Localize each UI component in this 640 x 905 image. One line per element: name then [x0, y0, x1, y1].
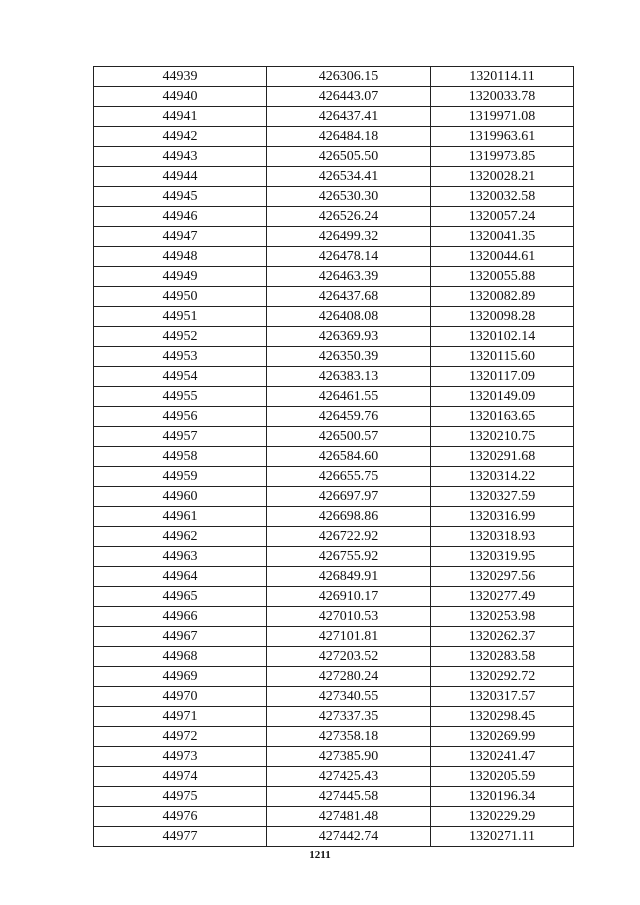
y-coordinate-cell: 1320028.21 — [431, 167, 574, 187]
x-coordinate-cell: 426910.17 — [267, 587, 431, 607]
table-row — [94, 487, 574, 507]
table-row — [94, 787, 574, 807]
point-id-cell: 44950 — [94, 287, 267, 307]
y-coordinate-cell: 1320241.47 — [431, 747, 574, 767]
y-coordinate-cell: 1320057.24 — [431, 207, 574, 227]
y-coordinate-cell: 1320117.09 — [431, 367, 574, 387]
y-coordinate-cell: 1320318.93 — [431, 527, 574, 547]
table-row — [94, 327, 574, 347]
point-id-cell: 44954 — [94, 367, 267, 387]
x-coordinate-cell: 426722.92 — [267, 527, 431, 547]
table-row — [94, 147, 574, 167]
table-row — [94, 607, 574, 627]
y-coordinate-cell: 1320033.78 — [431, 87, 574, 107]
y-coordinate-cell: 1320115.60 — [431, 347, 574, 367]
x-coordinate-cell: 426383.13 — [267, 367, 431, 387]
y-coordinate-cell: 1319971.08 — [431, 107, 574, 127]
y-coordinate-cell: 1320283.58 — [431, 647, 574, 667]
y-coordinate-cell: 1320196.34 — [431, 787, 574, 807]
y-coordinate-cell: 1320316.99 — [431, 507, 574, 527]
y-coordinate-cell: 1320102.14 — [431, 327, 574, 347]
table-row — [94, 627, 574, 647]
x-coordinate-cell: 426526.24 — [267, 207, 431, 227]
point-id-cell: 44964 — [94, 567, 267, 587]
table-row — [94, 647, 574, 667]
x-coordinate-cell: 426534.41 — [267, 167, 431, 187]
x-coordinate-cell: 427445.58 — [267, 787, 431, 807]
y-coordinate-cell: 1320262.37 — [431, 627, 574, 647]
x-coordinate-cell: 427337.35 — [267, 707, 431, 727]
y-coordinate-cell: 1320319.95 — [431, 547, 574, 567]
table-row — [94, 107, 574, 127]
table-row — [94, 367, 574, 387]
coordinate-table-container — [93, 66, 573, 847]
table-row — [94, 347, 574, 367]
y-coordinate-cell: 1320269.99 — [431, 727, 574, 747]
y-coordinate-cell: 1320297.56 — [431, 567, 574, 587]
point-id-cell: 44939 — [94, 67, 267, 87]
table-row — [94, 227, 574, 247]
x-coordinate-cell: 427280.24 — [267, 667, 431, 687]
point-id-cell: 44951 — [94, 307, 267, 327]
point-id-cell: 44946 — [94, 207, 267, 227]
y-coordinate-cell: 1320055.88 — [431, 267, 574, 287]
point-id-cell: 44942 — [94, 127, 267, 147]
y-coordinate-cell: 1320229.29 — [431, 807, 574, 827]
x-coordinate-cell: 426369.93 — [267, 327, 431, 347]
point-id-cell: 44959 — [94, 467, 267, 487]
table-row — [94, 187, 574, 207]
y-coordinate-cell: 1320314.22 — [431, 467, 574, 487]
y-coordinate-cell: 1320210.75 — [431, 427, 574, 447]
point-id-cell: 44960 — [94, 487, 267, 507]
x-coordinate-cell: 426350.39 — [267, 347, 431, 367]
x-coordinate-cell: 426505.50 — [267, 147, 431, 167]
x-coordinate-cell: 426484.18 — [267, 127, 431, 147]
table-row — [94, 427, 574, 447]
point-id-cell: 44967 — [94, 627, 267, 647]
point-id-cell: 44972 — [94, 727, 267, 747]
point-id-cell: 44944 — [94, 167, 267, 187]
x-coordinate-cell: 427203.52 — [267, 647, 431, 667]
x-coordinate-cell: 426500.57 — [267, 427, 431, 447]
point-id-cell: 44940 — [94, 87, 267, 107]
y-coordinate-cell: 1320149.09 — [431, 387, 574, 407]
point-id-cell: 44943 — [94, 147, 267, 167]
x-coordinate-cell: 426849.91 — [267, 567, 431, 587]
y-coordinate-cell: 1320327.59 — [431, 487, 574, 507]
point-id-cell: 44948 — [94, 247, 267, 267]
table-row — [94, 507, 574, 527]
point-id-cell: 44956 — [94, 407, 267, 427]
x-coordinate-cell: 427010.53 — [267, 607, 431, 627]
y-coordinate-cell: 1320298.45 — [431, 707, 574, 727]
x-coordinate-cell: 427340.55 — [267, 687, 431, 707]
table-row — [94, 127, 574, 147]
y-coordinate-cell: 1320291.68 — [431, 447, 574, 467]
table-row — [94, 67, 574, 87]
x-coordinate-cell: 426437.41 — [267, 107, 431, 127]
table-row — [94, 547, 574, 567]
point-id-cell: 44969 — [94, 667, 267, 687]
point-id-cell: 44975 — [94, 787, 267, 807]
x-coordinate-cell: 426499.32 — [267, 227, 431, 247]
table-row — [94, 447, 574, 467]
x-coordinate-cell: 426697.97 — [267, 487, 431, 507]
point-id-cell: 44968 — [94, 647, 267, 667]
y-coordinate-cell: 1320114.11 — [431, 67, 574, 87]
y-coordinate-cell: 1320271.11 — [431, 827, 574, 847]
point-id-cell: 44947 — [94, 227, 267, 247]
table-row — [94, 167, 574, 187]
table-row — [94, 307, 574, 327]
x-coordinate-cell: 426437.68 — [267, 287, 431, 307]
y-coordinate-cell: 1320098.28 — [431, 307, 574, 327]
point-id-cell: 44952 — [94, 327, 267, 347]
table-row — [94, 267, 574, 287]
point-id-cell: 44965 — [94, 587, 267, 607]
x-coordinate-cell: 426459.76 — [267, 407, 431, 427]
point-id-cell: 44961 — [94, 507, 267, 527]
table-row — [94, 767, 574, 787]
y-coordinate-cell: 1320044.61 — [431, 247, 574, 267]
x-coordinate-cell: 427358.18 — [267, 727, 431, 747]
y-coordinate-cell: 1319963.61 — [431, 127, 574, 147]
page-number: 1211 — [309, 849, 331, 861]
y-coordinate-cell: 1320253.98 — [431, 607, 574, 627]
point-id-cell: 44958 — [94, 447, 267, 467]
x-coordinate-cell: 426655.75 — [267, 467, 431, 487]
x-coordinate-cell: 426443.07 — [267, 87, 431, 107]
x-coordinate-cell: 426408.08 — [267, 307, 431, 327]
y-coordinate-cell: 1320317.57 — [431, 687, 574, 707]
table-row — [94, 587, 574, 607]
table-row — [94, 207, 574, 227]
point-id-cell: 44971 — [94, 707, 267, 727]
x-coordinate-cell: 427425.43 — [267, 767, 431, 787]
x-coordinate-cell: 426478.14 — [267, 247, 431, 267]
table-row — [94, 247, 574, 267]
x-coordinate-cell: 426306.15 — [267, 67, 431, 87]
table-row — [94, 807, 574, 827]
point-id-cell: 44955 — [94, 387, 267, 407]
x-coordinate-cell: 426461.55 — [267, 387, 431, 407]
table-row — [94, 687, 574, 707]
table-row — [94, 667, 574, 687]
point-id-cell: 44941 — [94, 107, 267, 127]
point-id-cell: 44957 — [94, 427, 267, 447]
x-coordinate-cell: 427442.74 — [267, 827, 431, 847]
x-coordinate-cell: 426698.86 — [267, 507, 431, 527]
table-row — [94, 287, 574, 307]
table-row — [94, 727, 574, 747]
point-id-cell: 44977 — [94, 827, 267, 847]
table-row — [94, 747, 574, 767]
table-row — [94, 387, 574, 407]
table-row — [94, 407, 574, 427]
coordinate-table — [93, 66, 574, 847]
y-coordinate-cell: 1320041.35 — [431, 227, 574, 247]
y-coordinate-cell: 1319973.85 — [431, 147, 574, 167]
y-coordinate-cell: 1320082.89 — [431, 287, 574, 307]
y-coordinate-cell: 1320205.59 — [431, 767, 574, 787]
y-coordinate-cell: 1320277.49 — [431, 587, 574, 607]
y-coordinate-cell: 1320292.72 — [431, 667, 574, 687]
point-id-cell: 44973 — [94, 747, 267, 767]
table-row — [94, 707, 574, 727]
table-row — [94, 827, 574, 847]
point-id-cell: 44970 — [94, 687, 267, 707]
x-coordinate-cell: 427101.81 — [267, 627, 431, 647]
point-id-cell: 44966 — [94, 607, 267, 627]
point-id-cell: 44962 — [94, 527, 267, 547]
point-id-cell: 44963 — [94, 547, 267, 567]
y-coordinate-cell: 1320032.58 — [431, 187, 574, 207]
x-coordinate-cell: 427385.90 — [267, 747, 431, 767]
x-coordinate-cell: 427481.48 — [267, 807, 431, 827]
point-id-cell: 44953 — [94, 347, 267, 367]
point-id-cell: 44976 — [94, 807, 267, 827]
x-coordinate-cell: 426755.92 — [267, 547, 431, 567]
point-id-cell: 44974 — [94, 767, 267, 787]
x-coordinate-cell: 426463.39 — [267, 267, 431, 287]
x-coordinate-cell: 426530.30 — [267, 187, 431, 207]
x-coordinate-cell: 426584.60 — [267, 447, 431, 467]
table-row — [94, 527, 574, 547]
y-coordinate-cell: 1320163.65 — [431, 407, 574, 427]
table-row — [94, 567, 574, 587]
point-id-cell: 44945 — [94, 187, 267, 207]
coordinate-table-body — [94, 67, 574, 847]
table-row — [94, 467, 574, 487]
table-row — [94, 87, 574, 107]
point-id-cell: 44949 — [94, 267, 267, 287]
